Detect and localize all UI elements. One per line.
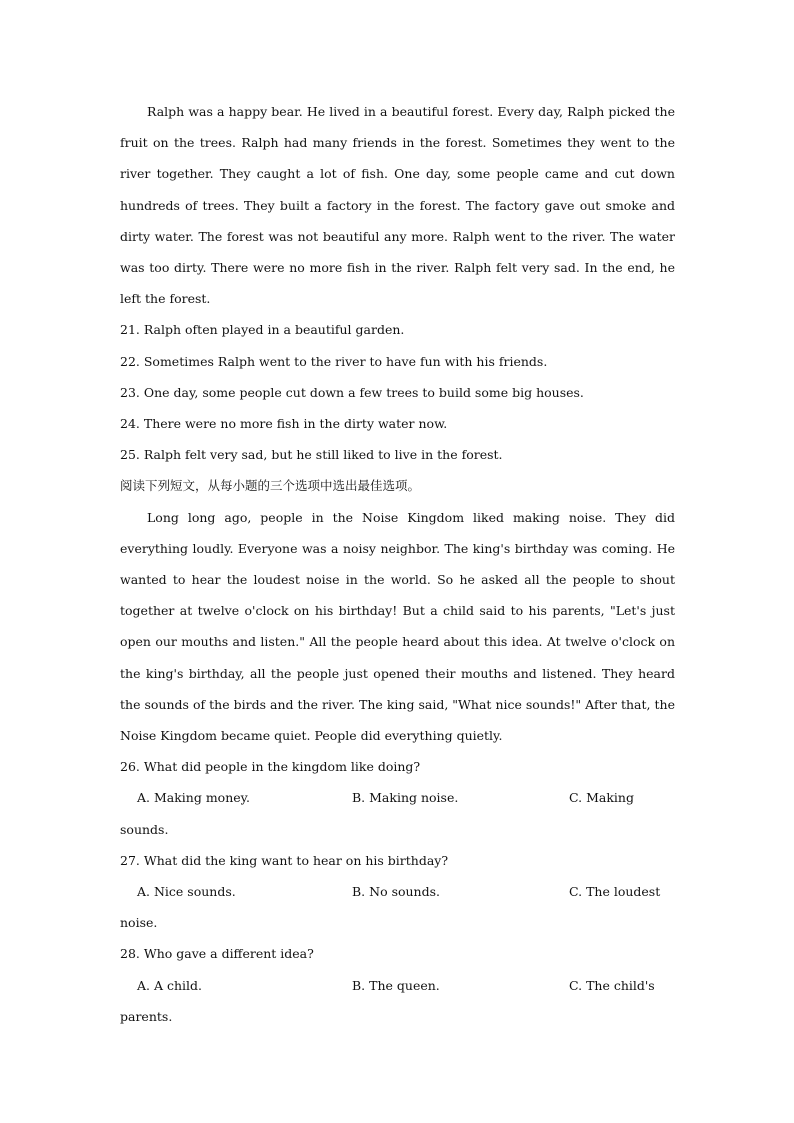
true-false-statements [120, 314, 675, 470]
document-page [120, 96, 675, 1032]
option-c: C. Making [569, 790, 634, 806]
question-text: 28. Who gave a different idea? [120, 946, 314, 962]
option-a: A. Nice sounds. [137, 884, 236, 900]
option-a: A. A child. [137, 977, 202, 993]
option-c-continued: parents. [120, 1008, 173, 1024]
statement-21: 21. Ralph often played in a beautiful garden. [120, 322, 405, 338]
option-c: C. The child's [569, 977, 655, 993]
statement-25: 25. Ralph felt very sad, but he still liked to live in the forest. [120, 447, 503, 463]
option-c: C. The loudest [569, 884, 661, 900]
option-c-continued: sounds. [120, 821, 169, 837]
section-instruction: 阅读下列短文，从每小题的三个选项中选出最佳选项。 [120, 478, 421, 494]
option-b: B. Making noise. [352, 790, 459, 806]
answer-options [120, 876, 675, 907]
option-b: B. The queen. [352, 977, 440, 993]
question-27 [120, 845, 675, 939]
option-a: A. Making money. [137, 790, 251, 806]
passage-ralph: Ralph was a happy bear. He lived in a beautiful forest. Every day, Ralph picked the fruit on the trees. Ralph had many friends in the forest. Sometimes they went to the river together. They caught a lot of fish. One day, some people came and cut down hundreds of trees. They built a factory in the forest. The factory gave out smoke and dirty water. The forest was not beautiful any more. Ralph went to the river. The water was too dirty. There were no more fish in the river. Ralph felt very sad. In the end, he left the forest. [120, 104, 675, 307]
statement-23: 23. One day, some people cut down a few trees to build some big houses. [120, 384, 584, 400]
question-26 [120, 751, 675, 845]
question-text: 26. What did people in the kingdom like doing? [120, 759, 421, 775]
answer-options [120, 782, 675, 813]
question-28 [120, 938, 675, 1032]
question-text: 27. What did the king want to hear on his birthday? [120, 852, 449, 868]
answer-options [120, 970, 675, 1001]
option-c-continued: noise. [120, 915, 158, 931]
statement-24: 24. There were no more fish in the dirty water now. [120, 416, 448, 432]
statement-22: 22. Sometimes Ralph went to the river to have fun with his friends. [120, 353, 548, 369]
option-b: B. No sounds. [352, 884, 441, 900]
passage-noise-kingdom: Long long ago, people in the Noise Kingdom liked making noise. They did everything loudly. Everyone was a noisy neighbor. The king's birthday was coming. He wanted to hear the loudest noise in the world. So he asked all the people to shout together at twelve o'clock on his birthday! But a child said to his parents, "Let's just open our mouths and listen." All the people heard about this idea. At twelve o'clock on the king's birthday, all the people just opened their mouths and listened. They heard the sounds of the birds and the river. The king said, "What nice sounds!" After that, the Noise Kingdom became quiet. People did everything quietly. [120, 509, 675, 744]
